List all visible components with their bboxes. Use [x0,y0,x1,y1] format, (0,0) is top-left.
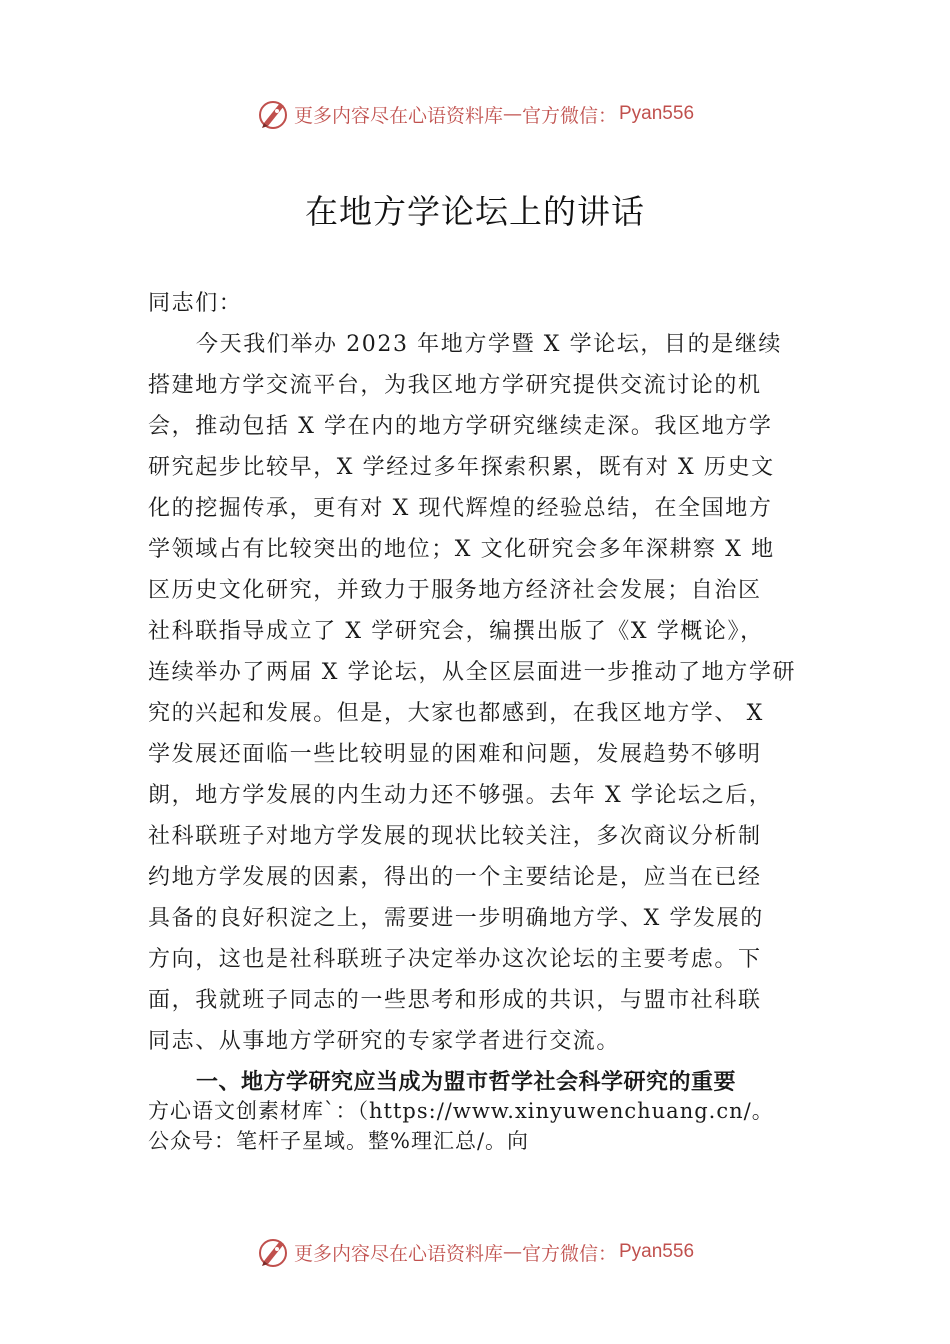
source-note [148,1096,818,1156]
paragraph-line: 约地方学发展的因素，得出的一个主要结论是，应当在已经 [148,865,762,890]
paragraph-line: 研究起步比较早，X 学经过多年探索积累，既有对 X 历史文 [148,455,775,480]
paragraph-line: 社科联班子对地方学发展的现状比较关注，多次商议分析制 [148,824,762,849]
paragraph-line: 具备的良好积淀之上，需要进一步明确地方学、X 学发展的 [148,906,764,931]
paragraph-line: 区历史文化研究，并致力于服务地方经济社会发展；自治区 [148,578,762,603]
paragraph-line: 同志、从事地方学研究的专家学者进行交流。 [148,1029,621,1054]
paragraph-line: 社科联指导成立了 X 学研究会，编撰出版了《X 学概论》， [148,619,764,644]
pen-logo-icon [256,1235,290,1269]
paragraph-line: 化的挖掘传承，更有对 X 现代辉煌的经验总结，在全国地方 [148,496,773,521]
document-body [148,283,810,1103]
pen-logo-icon [256,97,290,131]
paragraph-line: 学领域占有比较突出的地位；X 文化研究会多年深耕察 X 地 [148,537,775,562]
banner-dash: — [502,103,522,125]
banner-dash: — [502,1241,522,1263]
watermark-banner-top [0,94,950,134]
banner-wechat-id: Pyan556 [619,1241,695,1262]
paragraph-line: 朗，地方学发展的内生动力还不够强。去年 X 学论坛之后， [148,783,773,808]
source-note-line-2: 公众号：笔杆子星域。整%理汇总/。向 [148,1129,530,1153]
banner-wechat-id: Pyan556 [619,103,695,124]
banner-text: 更多内容尽在心语资料库 [293,104,503,127]
paragraph-line: 面，我就班子同志的一些思考和形成的共识，与盟市社科联 [148,988,762,1013]
paragraph-line: 学发展还面临一些比较明显的困难和问题，发展趋势不够明 [148,742,762,767]
banner-accent: 官方微信： [521,1242,617,1265]
paragraph-line: 搭建地方学交流平台，为我区地方学研究提供交流讨论的机 [148,373,762,398]
section-heading: 一、地方学研究应当成为盟市哲学社会科学研究的重要 [196,1070,737,1095]
watermark-banner-bottom [0,1232,950,1272]
paragraph-line: 方向，这也是社科联班子决定举办这次论坛的主要考虑。下 [148,947,762,972]
paragraph-line: 会，推动包括 X 学在内的地方学研究继续走深。我区地方学 [148,414,773,439]
document-title: 在地方学论坛上的讲话 [305,192,645,231]
banner-text: 更多内容尽在心语资料库 [293,1242,503,1265]
paragraph-line: 究的兴起和发展。但是，大家也都感到，在我区地方学、 X [148,701,764,726]
source-note-line-1: 方心语文创素材库`：（https://www.xinyuwenchuang.cn/。 [148,1099,774,1123]
paragraph-line: 连续举办了两届 X 学论坛，从全区层面进一步推动了地方学研 [148,660,797,685]
paragraph-line: 今天我们举办 2023 年地方学暨 X 学论坛，目的是继续 [196,332,783,357]
banner-accent: 官方微信： [521,104,617,127]
salutation: 同志们： [148,291,243,316]
